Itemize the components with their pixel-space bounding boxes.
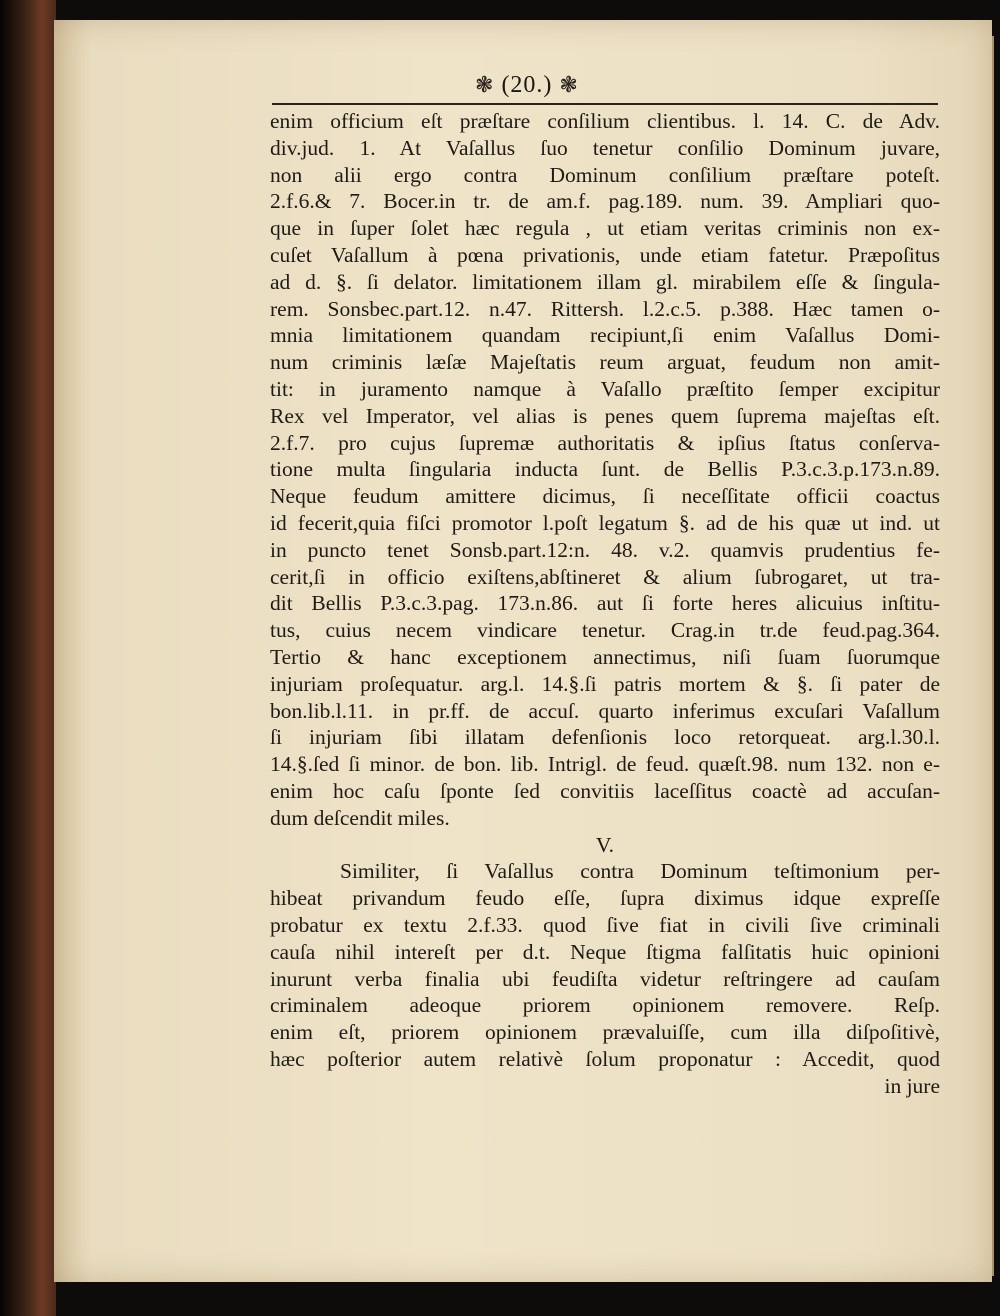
text-line: ad d. §. ſi delator. limitationem illam gl. mirabilem eſſe & ſingula- (270, 269, 940, 294)
text-line: bon.lib.l.11. in pr.ff. de accuſ. quarto inferimus excuſari Vaſallum (270, 698, 940, 723)
page-header (475, 72, 695, 106)
section-line: hæc poſterior autem relativè ſolum proponatur : Accedit, quod (270, 1046, 940, 1071)
section-line: criminalem adeoque priorem opinionem removere. Reſp. (270, 993, 940, 1018)
text-line: tit: in juramento namque à Vaſallo præſtito ſemper excipitur (270, 376, 940, 401)
text-line: que in ſuper ſolet hæc regula , ut etiam veritas criminis non ex- (270, 216, 940, 241)
text-line: Tertio & hanc exceptionem annectimus, niſi ſuam ſuorumque (270, 644, 940, 669)
text-line: cuſet Vaſallum à pœna privationis, unde etiam fatetur. Præpoſitus (270, 242, 940, 267)
catchword: in jure (884, 1073, 940, 1098)
section-line: probatur ex textu 2.f.33. quod ſive fiat in civili ſive criminali (270, 912, 940, 937)
text-line: in puncto tenet Sonsb.part.12:n. 48. v.2. quamvis prudentius fe- (270, 537, 940, 562)
text-line: Neque feudum amittere dicimus, ſi neceſſitate officii coactus (270, 484, 940, 509)
left-ornament-icon: ❃ (475, 72, 495, 97)
text-line: enim hoc caſu ſponte ſed convitiis laceſſitus coactè ad accuſan- (270, 778, 940, 803)
text-line: 2.f.7. pro cujus ſupremæ authoritatis & ipſius ſtatus conſerva- (270, 430, 940, 455)
section-line: enim eſt, priorem opinionem prævaluiſſe, cum illa diſpoſitivè, (270, 1020, 940, 1045)
text-line: 2.f.6.& 7. Bocer.in tr. de am.f. pag.189. num. 39. Ampliari quo- (270, 189, 940, 214)
body-text (270, 108, 940, 1099)
right-ornament-icon: ❃ (559, 72, 579, 97)
text-line: dit Bellis P.3.c.3.pag. 173.n.86. aut ſi forte heres alicuius inſtitu- (270, 591, 940, 616)
section-number: V. (595, 832, 615, 857)
text-line: cerit,ſi in officio exiſtens,abſtineret & alium ſubrogaret, ut tra- (270, 564, 940, 589)
text-line: injuriam proſequatur. arg.l. 14.§.ſi patris mortem & §. ſi pater de (270, 671, 940, 696)
text-line: enim officium eſt præſtare conſilium clientibus. l. 14. C. de Adv. (270, 109, 940, 133)
text-line: mnia limitationem quandam recipiunt,ſi enim Vaſallus Domi- (270, 323, 940, 348)
text-line: num criminis læſæ Majeſtatis reum arguat, feudum non amit- (270, 350, 940, 375)
section-line: hibeat privandum feudo eſſe, ſupra diximus idque expreſſe (270, 886, 940, 911)
section-line: Similiter, ſi Vaſallus contra Dominum teſtimonium per- (340, 859, 940, 884)
section-line: inurunt verba finalia ubi feudiſta videtur reſtringere ad cauſam (270, 966, 940, 991)
header-rule (272, 103, 938, 105)
text-line: tione multa ſingularia inducta ſunt. de Bellis P.3.c.3.p.173.n.89. (270, 457, 940, 482)
text-line: div.jud. 1. At Vaſallus ſuo tenetur conſilio Dominum juvare, (270, 135, 940, 160)
page-number: (20.) (501, 72, 553, 98)
text-line: ſi injuriam ſibi illatam defenſionis loco retorqueat. arg.l.30.l. (270, 725, 940, 750)
text-line: 14.§.ſed ſi minor. de bon. lib. Intrigl. de feud. quæſt.98. num 132. non e- (270, 752, 940, 777)
book-spine (0, 0, 56, 1316)
text-line: non alii ergo contra Dominum conſilium præſtare poteſt. (270, 162, 940, 187)
text-line: rem. Sonsbec.part.12. n.47. Rittersh. l.2.c.5. p.388. Hæc tamen o- (270, 296, 940, 321)
text-line: dum deſcendit miles. (270, 805, 450, 830)
text-line: id fecerit,quia fiſci promotor l.poſt legatum §. ad de his quæ ut ind. ut (270, 510, 940, 535)
text-line: tus, cuius necem vindicare tenetur. Crag.in tr.de feud.pag.364. (270, 618, 940, 643)
section-line: cauſa nihil intereſt per d.t. Neque ſtigma falſitatis huic opinioni (270, 939, 940, 964)
text-line: Rex vel Imperator, vel alias is penes quem ſuprema majeſtas eſt. (270, 403, 940, 428)
